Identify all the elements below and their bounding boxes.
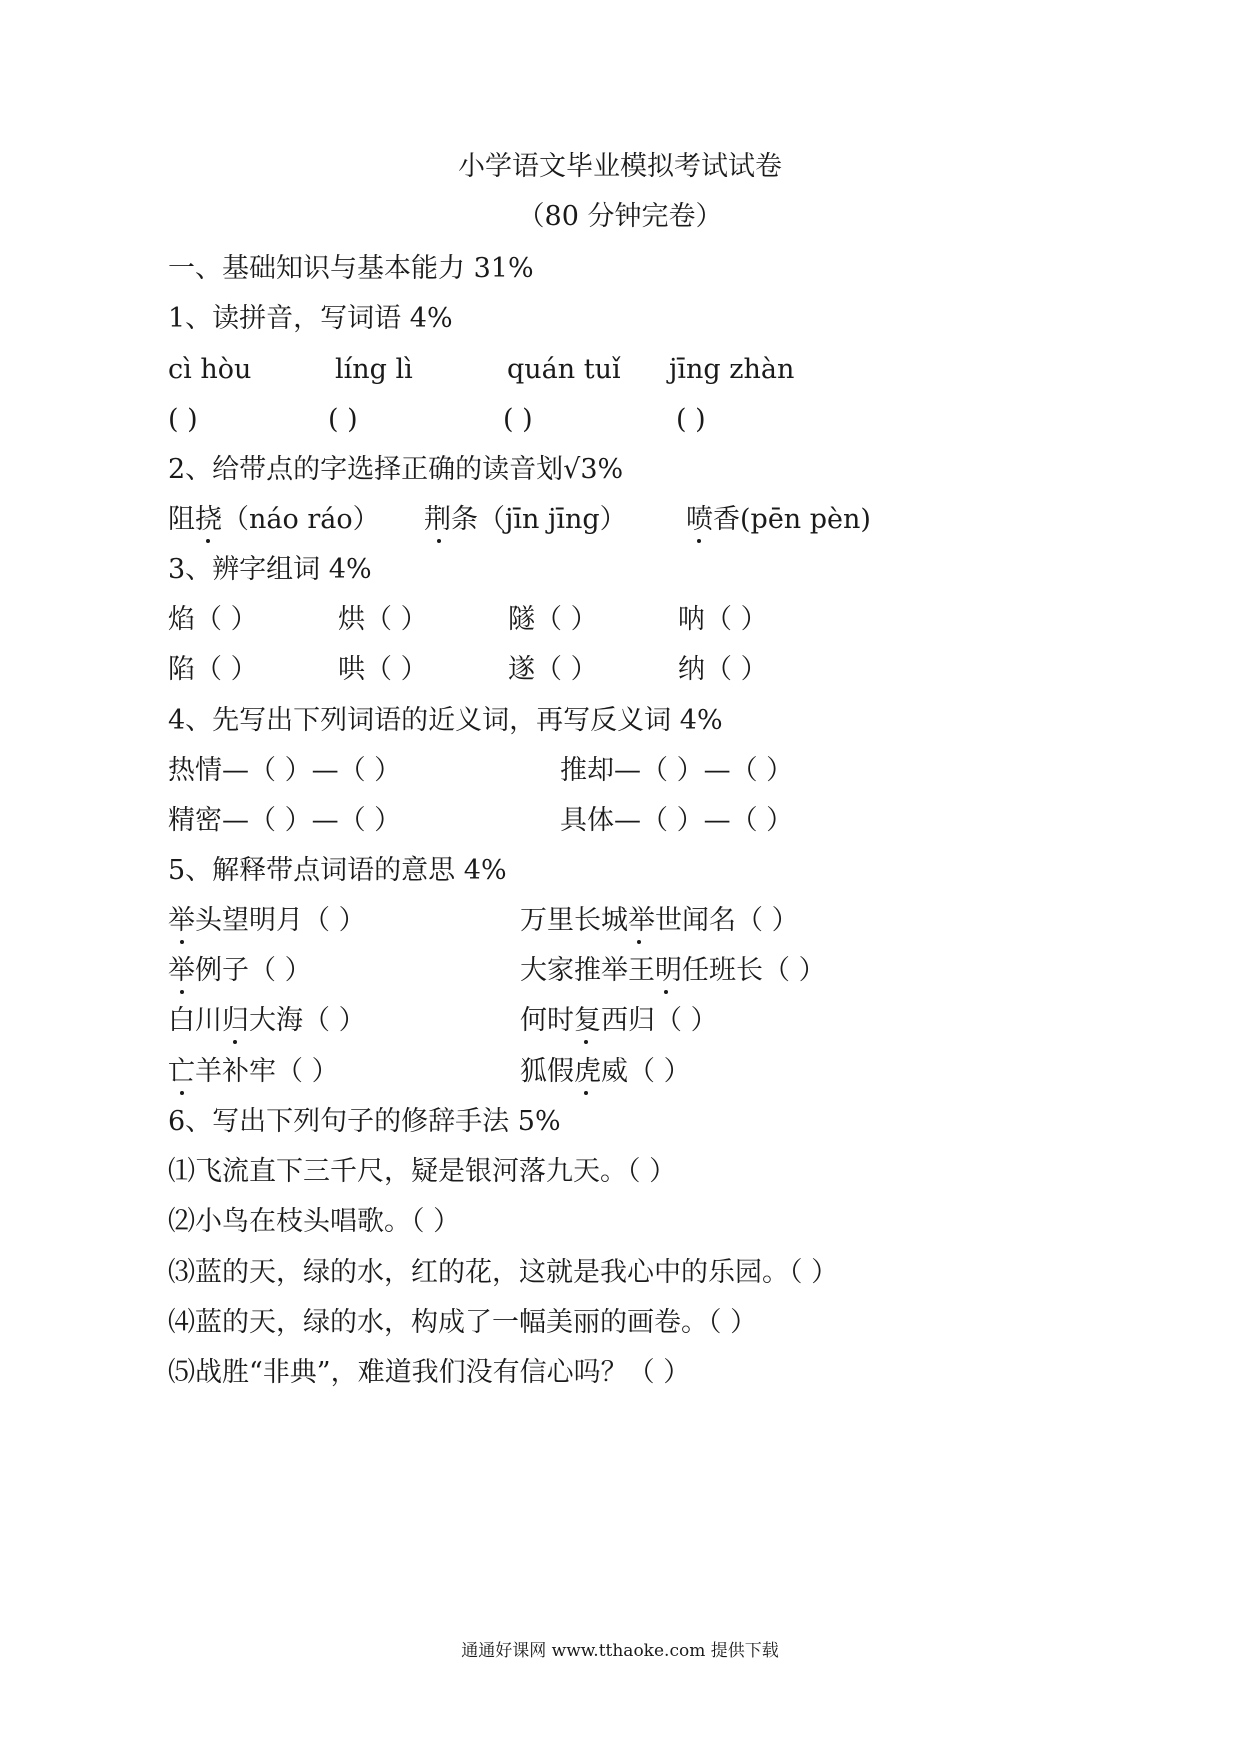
exam-title: 小学语文毕业模拟考试试卷: [458, 151, 782, 182]
emphasis-dot: [637, 940, 641, 944]
q1-answer-blank-4[interactable]: ( ): [676, 404, 706, 435]
q5-left-item-2[interactable]: 举例子（ ）: [168, 955, 312, 986]
q4-r1-item-2[interactable]: 推却—（ ）—（ ）: [560, 755, 794, 786]
q3-r2-item-4[interactable]: 纳（ ）: [678, 654, 768, 685]
q1-answer-blank-3[interactable]: ( ): [503, 404, 533, 435]
emphasis-dot: [664, 990, 668, 994]
q1-answer-blank-1[interactable]: ( ): [168, 404, 198, 435]
section-1-heading: 一、基础知识与基本能力 31%: [168, 253, 534, 284]
exam-subtitle: （80 分钟完卷）: [517, 201, 723, 232]
q4-r1-item-1[interactable]: 热情—（ ）—（ ）: [168, 755, 402, 786]
q5-right-item-1[interactable]: 万里长城举世闻名（ ）: [520, 905, 799, 936]
q4-r2-item-1[interactable]: 精密—（ ）—（ ）: [168, 805, 402, 836]
q3-r1-item-3[interactable]: 隧（ ）: [508, 604, 598, 635]
q1-pinyin-2: líng lì: [335, 354, 413, 385]
q1-pinyin-4: jīng zhàn: [669, 354, 795, 385]
q5-heading: 5、解释带点词语的意思 4%: [168, 855, 507, 886]
q5-left-item-3[interactable]: 白川归大海（ ）: [168, 1005, 366, 1036]
emphasis-dot: [697, 539, 701, 543]
q3-r2-item-3[interactable]: 遂（ ）: [508, 654, 598, 685]
q6-item-1[interactable]: ⑴飞流直下三千尺，疑是银河落九天。（ ）: [168, 1156, 677, 1187]
q6-item-4[interactable]: ⑷蓝的天，绿的水，构成了一幅美丽的画卷。（ ）: [168, 1307, 758, 1338]
emphasis-dot: [437, 539, 441, 543]
emphasis-dot: [206, 539, 210, 543]
q3-r1-item-1[interactable]: 焰（ ）: [168, 604, 258, 635]
emphasis-dot: [180, 990, 184, 994]
emphasis-dot: [180, 1091, 184, 1095]
q1-answer-blank-2[interactable]: ( ): [328, 404, 358, 435]
q2-heading: 2、给带点的字选择正确的读音划√3%: [168, 454, 624, 485]
q4-heading: 4、先写出下列词语的近义词，再写反义词 4%: [168, 705, 723, 736]
q6-item-3[interactable]: ⑶蓝的天，绿的水，红的花，这就是我心中的乐园。（ ）: [168, 1257, 839, 1288]
q2-item-2: 荆条（jīn jīng）: [424, 504, 627, 535]
q3-r1-item-2[interactable]: 烘（ ）: [338, 604, 428, 635]
emphasis-dot: [584, 1040, 588, 1044]
q3-r2-item-1[interactable]: 陷（ ）: [168, 654, 258, 685]
q5-right-item-2[interactable]: 大家推举王明任班长（ ）: [520, 955, 826, 986]
q6-item-5[interactable]: ⑸战胜“非典”，难道我们没有信心吗？（ ）: [168, 1357, 691, 1388]
q6-heading: 6、写出下列句子的修辞手法 5%: [168, 1106, 561, 1137]
page-footer: 通通好课网 www.tthaoke.com 提供下载: [461, 1641, 779, 1661]
emphasis-dot: [180, 940, 184, 944]
q4-r2-item-2[interactable]: 具体—（ ）—（ ）: [560, 805, 794, 836]
q5-left-item-4[interactable]: 亡羊补牢（ ）: [168, 1056, 339, 1087]
q1-pinyin-3: quán tuǐ: [507, 354, 621, 385]
q2-item-1: 阻挠（náo ráo）: [168, 504, 380, 535]
q5-right-item-4[interactable]: 狐假虎威（ ）: [520, 1056, 691, 1087]
emphasis-dot: [584, 1091, 588, 1095]
q1-heading: 1、读拼音，写词语 4%: [168, 303, 453, 334]
q5-left-item-1[interactable]: 举头望明月（ ）: [168, 905, 366, 936]
q3-r2-item-2[interactable]: 哄（ ）: [338, 654, 428, 685]
q3-heading: 3、辨字组词 4%: [168, 554, 372, 585]
emphasis-dot: [233, 1040, 237, 1044]
q3-r1-item-4[interactable]: 呐（ ）: [678, 604, 768, 635]
q1-pinyin-1: cì hòu: [168, 354, 252, 385]
q2-item-3: 喷香(pēn pèn): [686, 504, 871, 535]
q6-item-2[interactable]: ⑵小鸟在枝头唱歌。（ ）: [168, 1206, 461, 1237]
q5-right-item-3[interactable]: 何时复西归（ ）: [520, 1005, 718, 1036]
